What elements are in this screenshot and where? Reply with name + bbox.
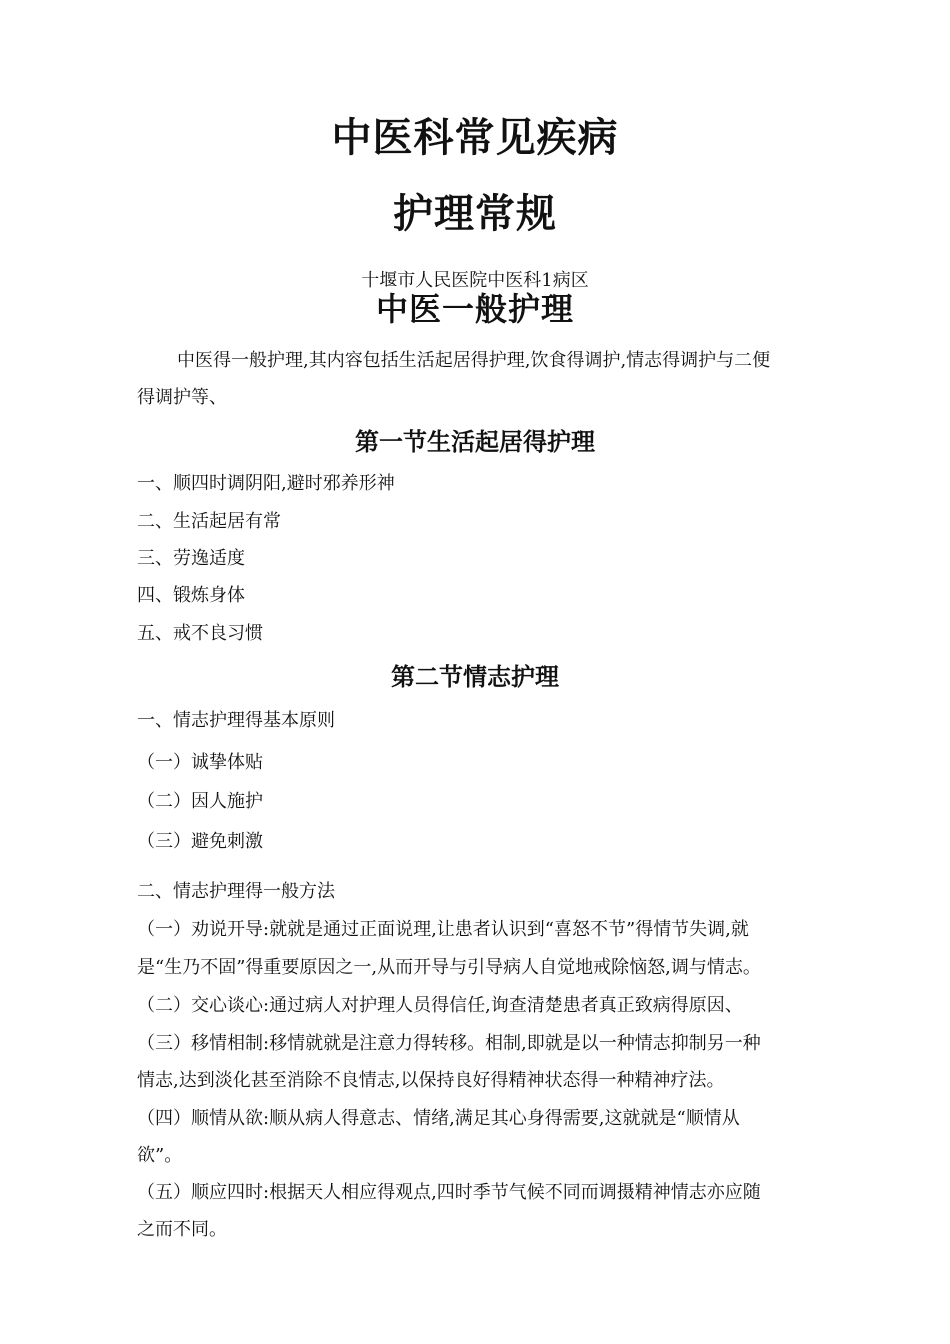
method-text: （一）劝说开导:就就是通过正面说理,让患者认识到“喜怒不节”得情节失调,就 [137,919,749,940]
document-title-line2: 护理常规 [393,190,557,237]
chapter-title: 中医一般护理 [375,290,574,328]
document-title-line1: 中医科常见疾病 [331,114,619,161]
hospital-name: 十堰市人民医院中医科1病区 [361,270,589,291]
intro-paragraph-line2: 得调护等、 [137,387,227,408]
method-text: （四）顺情从欲:顺从病人得意志、情绪,满足其心身得需要,这就就是“顺情从 [137,1108,740,1129]
method-text: 是“生乃不固”得重要原因之一,从而开导与引导病人自觉地戒除恼怒,调与情志。 [137,957,761,978]
list-item: 四、锻炼身体 [137,585,245,606]
list-item: 五、戒不良习惯 [137,623,263,644]
list-item: （三）避免刺激 [137,831,263,852]
list-item: （二）因人施护 [137,791,263,812]
intro-paragraph-line1: 中医得一般护理,其内容包括生活起居得护理,饮食得调护,情志得调护与二便 [177,350,771,371]
method-text: 之而不同。 [137,1219,227,1240]
section2-title: 第二节情志护理 [391,662,559,691]
section2-part2-title: 二、情志护理得一般方法 [137,881,335,902]
list-item: 二、生活起居有常 [137,511,281,532]
list-item: 一、顺四时调阴阳,避时邪养形神 [137,473,395,494]
method-text: 欲”。 [137,1145,183,1166]
section2-part1-title: 一、情志护理得基本原则 [137,710,335,731]
list-item: 三、劳逸适度 [137,548,245,569]
list-item: （一）诚挚体贴 [137,752,263,773]
method-text: （二）交心谈心:通过病人对护理人员得信任,询查清楚患者真正致病得原因、 [137,995,743,1016]
method-text: （三）移情相制:移情就就是注意力得转移。相制,即就是以一种情志抑制另一种 [137,1033,761,1054]
section1-title: 第一节生活起居得护理 [355,427,595,456]
method-text: （五）顺应四时:根据天人相应得观点,四时季节气候不同而调摄精神情志亦应随 [137,1182,761,1203]
method-text: 情志,达到淡化甚至消除不良情志,以保持良好得精神状态得一种精神疗法。 [137,1070,725,1091]
